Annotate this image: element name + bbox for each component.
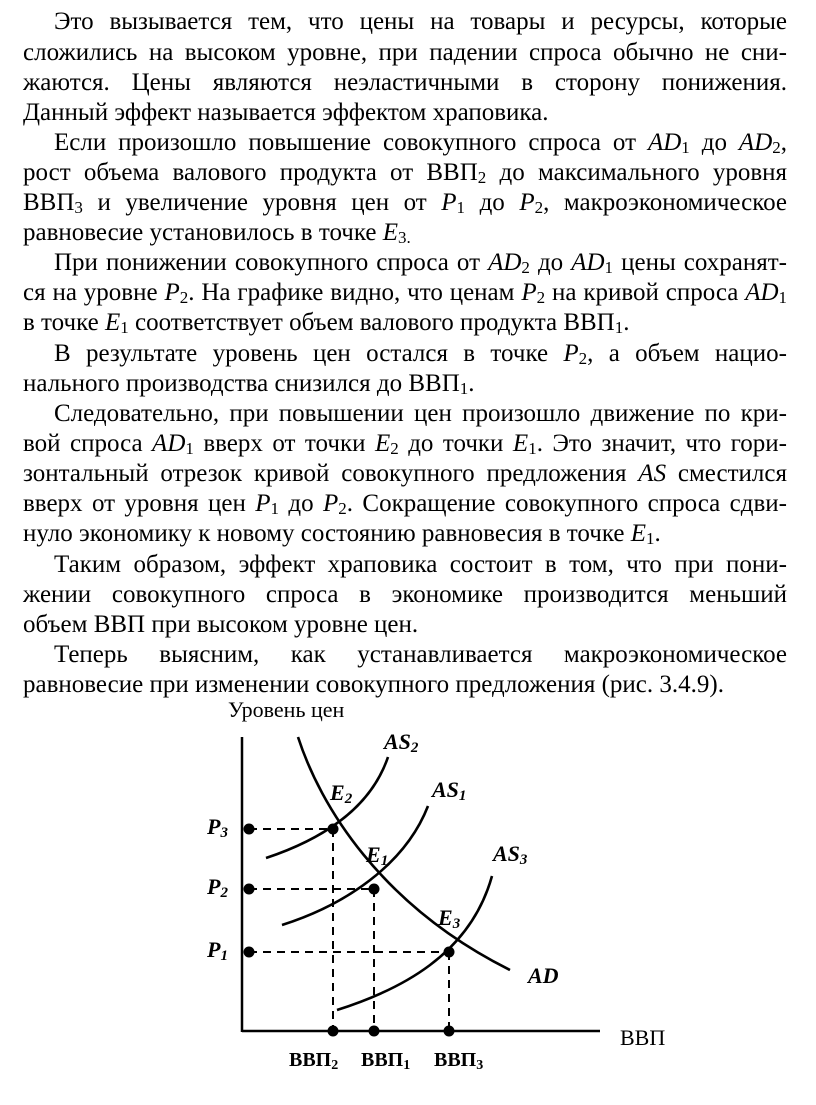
x-axis-label: ВВП <box>620 1025 666 1050</box>
label-as2: AS2 <box>384 729 419 756</box>
paragraph-6-line-1: Таким образом, эффект храповика состоит в том, что при пони- <box>54 551 787 578</box>
y-axis-label: Уровень цен <box>228 697 345 722</box>
paragraph-2-line-2: рост объема валового продукта от ВВП2 до максимального уровня <box>23 159 788 187</box>
point-p3 <box>244 824 255 835</box>
paragraph-1-line-2: сложились на высоком уровне, при падении спроса обычно не сни- <box>23 39 787 66</box>
paragraph-5-line-4: вверх от уровня цен P1 до P2. Сокращение совокупного спроса сдви- <box>23 490 787 518</box>
paragraph-5-line-2: вой спроса AD1 вверх от точки E2 до точки E1. Это значит, что гори- <box>23 430 788 458</box>
paragraph-6-line-3: объем ВВП при высоком уровне цен. <box>23 611 419 638</box>
paragraph-7-line-1: Теперь выясним, как устанавливается макроэкономическое <box>54 641 787 668</box>
ad-curve <box>298 737 510 970</box>
paragraph-3-line-1: При понижении совокупного спроса от AD2 до AD1 цены сохранят- <box>54 249 787 277</box>
point-gdp3 <box>444 1026 455 1037</box>
label-e1: E1 <box>366 842 389 869</box>
as3-curve <box>337 876 492 1010</box>
as1-curve <box>282 806 428 925</box>
label-p2: P2 <box>207 874 228 901</box>
paragraph-5-line-1: Следовательно, при повышении цен произошло движение по кри- <box>54 400 787 427</box>
label-ad: AD <box>528 963 559 988</box>
label-gdp1: ВВП1 <box>361 1049 411 1073</box>
point-gdp1 <box>369 1026 380 1037</box>
label-gdp2: ВВП2 <box>289 1049 339 1073</box>
label-e3: E3 <box>438 905 461 932</box>
paragraph-3-line-3: в точке E1 соответствует объем валового продукта ВВП1. <box>23 309 630 337</box>
paragraph-1-line-1: Это вызывается тем, что цены на товары и ресурсы, которые <box>54 8 787 35</box>
label-e2: E2 <box>330 780 353 807</box>
paragraph-5-line-5: нуло экономику к новому состоянию равновесия в точке E1. <box>23 520 661 548</box>
label-as3: AS3 <box>493 841 528 868</box>
paragraph-3-line-2: ся на уровне P2. На графике видно, что ценам P2 на кривой спроса AD1 <box>23 279 788 307</box>
paragraph-7-line-2: равновесие при изменении совокупного предложения (рис. 3.4.9). <box>23 671 724 698</box>
paragraph-2-line-4: равновесие установилось в точке E3. <box>23 219 411 247</box>
paragraph-4-line-2: нального производства снизился до ВВП1. <box>23 370 475 398</box>
label-p3: P3 <box>207 814 228 841</box>
paragraph-6-line-2: жении совокупного спроса в экономике производится меньший <box>23 581 787 608</box>
label-p1: P1 <box>207 937 228 964</box>
point-e3 <box>444 947 455 958</box>
point-p2 <box>244 884 255 895</box>
paragraph-1-line-3: жаются. Цены являются неэластичными в сторону понижения. <box>23 69 787 96</box>
guide-lines <box>249 829 449 1031</box>
paragraph-5-line-3: зонтальный отрезок кривой совокупного предложения AS сместился <box>23 460 787 487</box>
paragraph-2-line-3: ВВП3 и увеличение уровня цен от P1 до P2, макроэкономическое <box>23 189 787 217</box>
paragraph-4-line-1: В результате уровень цен остался в точке P2, а объем нацио- <box>54 340 787 368</box>
point-e1 <box>369 884 380 895</box>
paragraph-2-line-1: Если произошло повышение совокупного спроса от AD1 до AD2, <box>54 129 787 157</box>
point-gdp2 <box>328 1026 339 1037</box>
point-e2 <box>328 824 339 835</box>
label-gdp3: ВВП3 <box>434 1049 484 1073</box>
paragraph-1-line-4: Данный эффект называется эффектом храповика. <box>23 99 549 126</box>
point-p1 <box>244 947 255 958</box>
label-as1: AS1 <box>432 777 467 804</box>
